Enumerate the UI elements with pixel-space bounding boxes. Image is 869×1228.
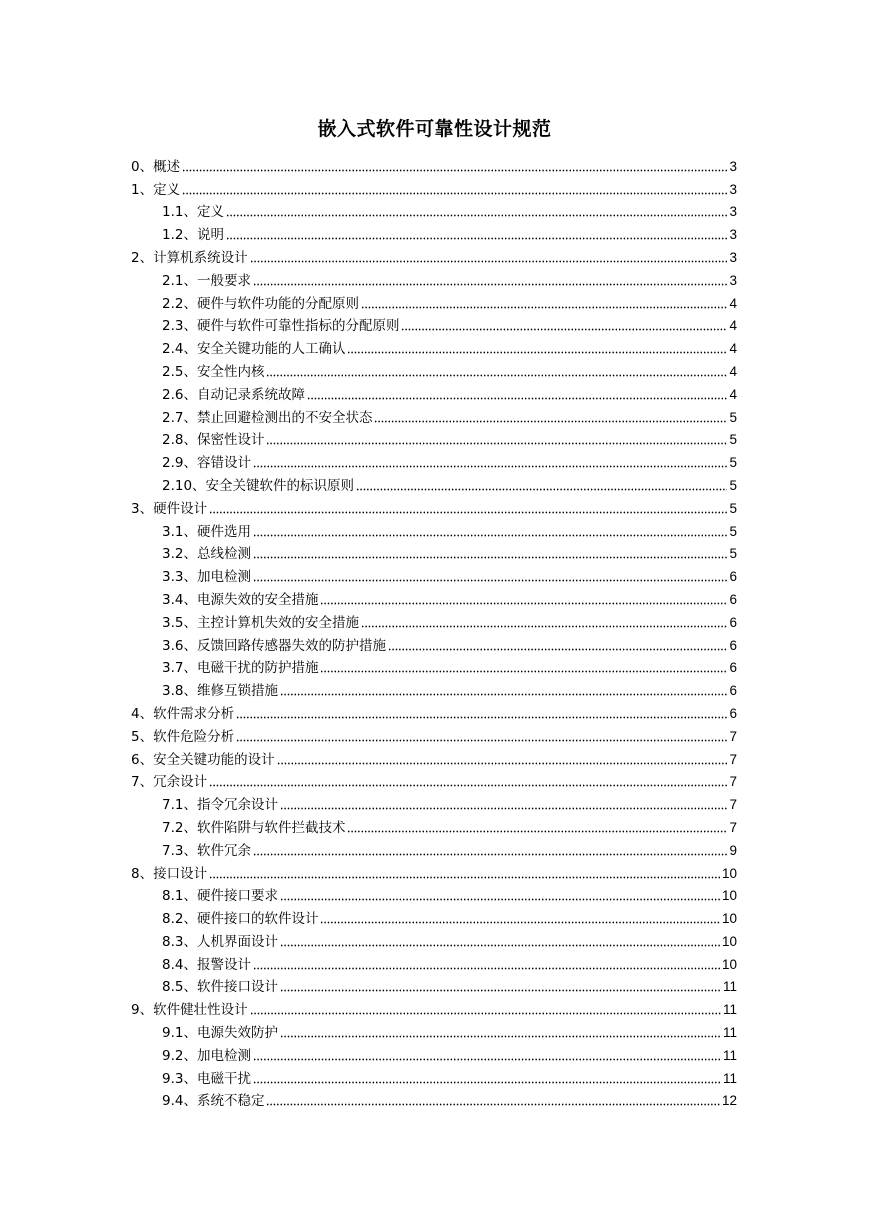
toc-entry-label: 2.9、容错设计	[162, 455, 251, 472]
toc-dot-leader	[280, 989, 721, 992]
toc-entry[interactable]	[131, 1018, 737, 1041]
toc-dot-leader	[280, 807, 728, 810]
toc-entry-page-number: 10	[721, 933, 737, 949]
toc-entry[interactable]	[131, 654, 737, 677]
toc-dot-leader	[209, 876, 720, 879]
toc-entry-label: 3.6、反馈回路传感器失效的防护措施	[162, 637, 386, 654]
toc-entry[interactable]	[131, 448, 737, 471]
toc-entry[interactable]	[131, 608, 737, 631]
toc-entry-label: 2.8、保密性设计	[162, 432, 265, 449]
toc-entry[interactable]	[131, 1041, 737, 1064]
toc-entry-label: 3.2、总线检测	[162, 546, 251, 563]
toc-entry-label: 3.4、电源失效的安全措施	[162, 591, 319, 608]
toc-entry[interactable]	[131, 836, 737, 859]
toc-entry-label: 8.2、硬件接口的软件设计	[162, 911, 319, 928]
toc-entry-label: 9.2、加电检测	[162, 1047, 251, 1064]
toc-entry-page-number: 11	[722, 1002, 737, 1018]
toc-entry-page-number: 7	[729, 797, 737, 813]
toc-entry-page-number: 3	[729, 227, 737, 243]
toc-dot-leader	[236, 739, 727, 742]
toc-entry[interactable]	[131, 927, 737, 950]
toc-entry-label: 8.1、硬件接口要求	[162, 888, 278, 905]
toc-dot-leader	[182, 169, 727, 172]
toc-entry-page-number: 7	[729, 819, 737, 835]
toc-entry-page-number: 10	[721, 911, 737, 927]
toc-entry[interactable]	[131, 380, 737, 403]
toc-entry-page-number: 5	[729, 500, 737, 516]
toc-entry-label: 7.1、指令冗余设计	[162, 797, 278, 814]
toc-dot-leader	[266, 442, 727, 445]
toc-dot-leader	[277, 762, 728, 765]
toc-entry-page-number: 4	[729, 363, 737, 379]
toc-entry-page-number: 5	[729, 432, 737, 448]
toc-entry[interactable]	[131, 676, 737, 699]
toc-entry-label: 2.5、安全性内核	[162, 363, 265, 380]
toc-entry[interactable]	[131, 699, 737, 722]
toc-entry-page-number: 6	[729, 683, 737, 699]
toc-entry-page-number: 4	[729, 318, 737, 334]
toc-dot-leader	[226, 237, 728, 240]
toc-entry-page-number: 10	[721, 888, 737, 904]
toc-entry[interactable]	[131, 859, 737, 882]
toc-entry-page-number: 3	[729, 249, 737, 265]
toc-entry-label: 2.7、禁止回避检测出的不安全状态	[162, 409, 373, 426]
toc-entry-page-number: 4	[729, 386, 737, 402]
toc-entry-page-number: 11	[722, 1070, 737, 1086]
toc-entry-label: 9.3、电磁干扰	[162, 1070, 251, 1087]
toc-entry[interactable]	[131, 312, 737, 335]
toc-entry-label: 0、概述	[131, 158, 181, 175]
toc-entry[interactable]	[131, 745, 737, 768]
toc-entry[interactable]	[131, 243, 737, 266]
toc-entry-label: 9.1、电源失效防护	[162, 1025, 278, 1042]
toc-entry[interactable]	[131, 631, 737, 654]
toc-entry-label: 3.3、加电检测	[162, 569, 251, 586]
toc-dot-leader	[388, 648, 728, 651]
toc-entry-page-number: 11	[722, 979, 737, 995]
toc-entry-label: 4、软件需求分析	[131, 705, 235, 722]
toc-entry-page-number: 6	[729, 591, 737, 607]
page-title: 嵌入式软件可靠性设计规范	[317, 118, 552, 140]
toc-entry-page-number: 10	[721, 956, 737, 972]
toc-entry[interactable]	[131, 995, 737, 1018]
toc-dot-leader	[361, 625, 728, 628]
toc-entry-label: 2.2、硬件与软件功能的分配原则	[162, 295, 359, 312]
toc-dot-leader	[253, 1081, 721, 1084]
toc-dot-leader	[374, 420, 727, 423]
toc-entry[interactable]	[131, 540, 737, 563]
toc-entry-label: 8.5、软件接口设计	[162, 979, 278, 996]
toc-entry[interactable]	[131, 950, 737, 973]
toc-entry[interactable]	[131, 904, 737, 927]
toc-entry[interactable]	[131, 517, 737, 540]
toc-entry[interactable]	[131, 175, 737, 198]
toc-entry[interactable]	[131, 790, 737, 813]
toc-entry[interactable]	[131, 152, 737, 175]
toc-dot-leader	[320, 670, 727, 673]
toc-entry-label: 2.1、一般要求	[162, 272, 251, 289]
toc-entry[interactable]	[131, 1064, 737, 1087]
toc-entry-label: 2.6、自动记录系统故障	[162, 386, 305, 403]
toc-entry-page-number: 5	[729, 523, 737, 539]
toc-entry[interactable]	[131, 198, 737, 221]
toc-entry-label: 9、软件健壮性设计	[131, 1002, 248, 1019]
toc-entry-page-number: 3	[729, 204, 737, 220]
toc-entry-page-number: 5	[729, 455, 737, 471]
toc-entry-label: 3.8、维修互锁措施	[162, 683, 278, 700]
toc-entry-label: 1.1、定义	[162, 204, 224, 221]
toc-dot-leader	[347, 351, 727, 354]
toc-entry[interactable]	[131, 289, 737, 312]
toc-dot-leader	[253, 967, 720, 970]
toc-entry-page-number: 5	[729, 546, 737, 562]
toc-dot-leader	[266, 374, 727, 377]
toc-entry[interactable]	[131, 403, 737, 426]
toc-entry-page-number: 7	[729, 774, 737, 790]
toc-dot-leader	[253, 556, 728, 559]
toc-entry-label: 8.3、人机界面设计	[162, 933, 278, 950]
toc-entry[interactable]	[131, 471, 737, 494]
toc-dot-leader	[250, 260, 728, 263]
toc-entry-page-number: 3	[729, 181, 737, 197]
toc-entry[interactable]	[131, 722, 737, 745]
toc-entry[interactable]	[131, 334, 737, 357]
toc-entry-label: 2.4、安全关键功能的人工确认	[162, 341, 346, 358]
toc-dot-leader	[361, 306, 728, 309]
toc-entry[interactable]	[131, 562, 737, 585]
toc-dot-leader	[347, 830, 727, 833]
toc-entry-page-number: 3	[729, 158, 737, 174]
toc-entry-label: 8.4、报警设计	[162, 956, 251, 973]
toc-entry-label: 7、冗余设计	[131, 774, 208, 791]
toc-entry-label: 1.2、说明	[162, 227, 224, 244]
toc-entry-page-number: 6	[729, 637, 737, 653]
toc-entry-page-number: 9	[729, 842, 737, 858]
toc-entry[interactable]	[131, 220, 737, 243]
toc-entry-label: 6、安全关键功能的设计	[131, 751, 275, 768]
toc-entry[interactable]	[131, 882, 737, 905]
toc-dot-leader	[236, 716, 727, 719]
toc-entry-page-number: 4	[729, 295, 737, 311]
toc-entry-page-number: 5	[729, 477, 737, 493]
toc-dot-leader	[253, 534, 728, 537]
toc-entry-page-number: 11	[722, 1047, 737, 1063]
toc-entry[interactable]	[131, 494, 737, 517]
toc-entry-label: 3.7、电磁干扰的防护措施	[162, 660, 319, 677]
table-of-contents	[131, 152, 737, 1109]
toc-entry[interactable]	[131, 357, 737, 380]
toc-dot-leader	[226, 214, 728, 217]
toc-entry-page-number: 4	[729, 341, 737, 357]
toc-entry[interactable]	[131, 973, 737, 996]
toc-entry-page-number: 5	[729, 409, 737, 425]
toc-dot-leader	[253, 579, 728, 582]
toc-entry[interactable]	[131, 585, 737, 608]
toc-entry[interactable]	[131, 1087, 737, 1110]
toc-entry-label: 9.4、系统不稳定	[162, 1093, 265, 1110]
toc-entry-page-number: 11	[722, 1025, 737, 1041]
toc-entry-label: 3.5、主控计算机失效的安全措施	[162, 614, 359, 631]
toc-dot-leader	[401, 328, 727, 331]
toc-dot-leader	[253, 465, 728, 468]
toc-entry-label: 1、定义	[131, 181, 181, 198]
toc-dot-leader	[320, 602, 727, 605]
toc-entry[interactable]	[131, 266, 737, 289]
toc-entry-page-number: 6	[729, 660, 737, 676]
toc-entry-page-number: 12	[721, 1093, 737, 1109]
toc-dot-leader	[250, 1012, 721, 1015]
toc-dot-leader	[320, 921, 719, 924]
toc-entry-label: 3.1、硬件选用	[162, 523, 251, 540]
toc-entry-page-number: 6	[729, 614, 737, 630]
toc-entry[interactable]	[131, 813, 737, 836]
toc-dot-leader	[182, 192, 727, 195]
toc-dot-leader	[209, 511, 727, 514]
toc-dot-leader	[307, 397, 728, 400]
toc-dot-leader	[280, 898, 720, 901]
toc-dot-leader	[280, 1035, 721, 1038]
toc-entry-label: 5、软件危险分析	[131, 728, 235, 745]
toc-entry-label: 7.3、软件冗余	[162, 842, 251, 859]
toc-entry[interactable]	[131, 426, 737, 449]
toc-entry-label: 2.3、硬件与软件可靠性指标的分配原则	[162, 318, 400, 335]
toc-dot-leader	[253, 853, 728, 856]
toc-entry-page-number: 7	[729, 751, 737, 767]
toc-entry[interactable]	[131, 768, 737, 791]
toc-entry-page-number: 10	[721, 865, 737, 881]
toc-dot-leader	[253, 1058, 721, 1061]
toc-dot-leader	[280, 693, 728, 696]
toc-entry-label: 7.2、软件陷阱与软件拦截技术	[162, 819, 346, 836]
toc-dot-leader	[253, 283, 728, 286]
toc-entry-label: 8、接口设计	[131, 865, 208, 882]
toc-entry-page-number: 3	[729, 272, 737, 288]
toc-dot-leader	[356, 488, 727, 491]
toc-entry-page-number: 7	[729, 728, 737, 744]
toc-entry-label: 2.10、安全关键软件的标识原则	[162, 477, 355, 494]
toc-dot-leader	[280, 944, 720, 947]
toc-entry-label: 2、计算机系统设计	[131, 249, 248, 266]
toc-dot-leader	[266, 1103, 719, 1106]
toc-entry-label: 3、硬件设计	[131, 500, 208, 517]
toc-entry-page-number: 6	[729, 569, 737, 585]
toc-dot-leader	[209, 784, 727, 787]
toc-entry-page-number: 6	[729, 705, 737, 721]
